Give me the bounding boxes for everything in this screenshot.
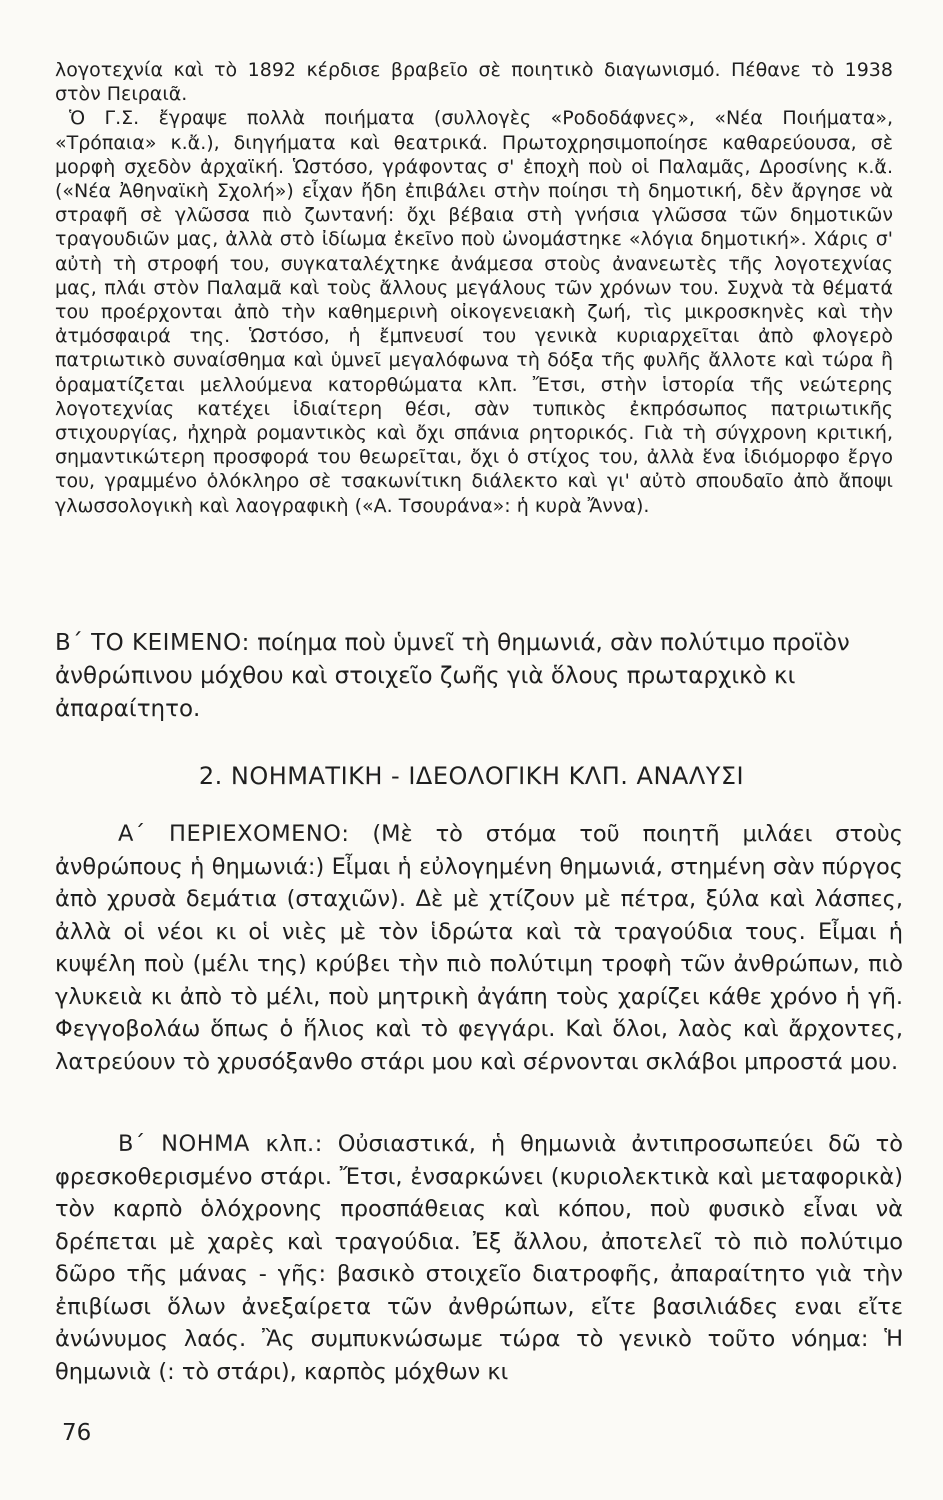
meaning-body: Οὐσιαστικά, ἡ θημωνιὰ ἀντιπροσωπεύει δῶ τὸ φρεσκοθερισμένο στάρι. Ἔτσι, ἐνσαρκώνει (κυριολεκτικὰ καὶ μεταφορικὰ) τὸν καρπὸ ὁλόχρονης προσπάθειας καὶ κόπου, ποὺ φυσικὸ εἶναι νὰ δρέπεται μὲ χαρὲς καὶ τραγούδια. Ἐξ ἄλλου, ἀποτελεῖ τὸ πιὸ πολύτιμο δῶρο τῆς μάνας - γῆς: βασικὸ στοιχεῖο διατροφῆς, ἀπαραίτητο γιὰ τὴν ἐπιβίωσι ὅλων ἀνεξαίρετα τῶν ἀνθρώπων, εἴτε βασιλιάδες εναι εἴτε ἀνώνυμος λαός. Ἂς συμπυκνώσωμε τώρα τὸ γενικὸ τοῦτο νόημα: Ἡ θημωνιὰ (: τὸ στάρι), καρπὸς μόχθων κι (55, 1131, 903, 1385)
section-heading: 2. ΝΟΗΜΑΤΙΚΗ - ΙΔΕΟΛΟΓΙΚΗ ΚΛΠ. ΑΝΑΛΥΣΙ (198, 762, 745, 790)
text-summary-body: ποίημα ποὺ ὑμνεῖ τὴ θημωνιά, σὰν πολύτιμο προϊὸν ἀνθρώπινου μόχθου καὶ στοιχεῖο ζωῆς γιὰ ὅλους πρωταρχικὸ κι ἀπαραίτητο. (55, 630, 850, 722)
author-biography (55, 58, 893, 518)
biography-paragraph-1: λογοτεχνία καὶ τὸ 1892 κέρδισε βραβεῖο σὲ ποιητικὸ διαγωνισμό. Πέθανε τὸ 1938 στὸν Πειραιᾶ. (55, 59, 893, 106)
content-label: Α΄ ΠΕΡΙΕΧΟΜΕΝΟ: (118, 821, 350, 847)
meaning-paragraph (55, 1128, 903, 1388)
content-paragraph (55, 818, 903, 1078)
meaning-label: Β΄ ΝΟΗΜΑ κλπ.: (118, 1131, 323, 1157)
text-summary-label: Β΄ ΤΟ ΚΕΙΜΕΝΟ: (55, 630, 250, 656)
content-body: (Μὲ τὸ στόμα τοῦ ποιητῆ μιλάει στοὺς ἀνθρώπους ἡ θημωνιά:) Εἶμαι ἡ εὐλογημένη θημωνιά, στημένη σὰν πύργος ἀπὸ χρυσὰ δεμάτια (σταχιῶν). Δὲ μὲ χτίζουν μὲ πέτρα, ξύλα καὶ λάσπες, ἀλλὰ οἱ νέοι κι οἱ νιὲς μὲ τὸν ἱδρώτα καὶ τὰ τραγούδια τους. Εἶμαι ἡ κυψέλη ποὺ (μέλι της) κρύβει τὴν πιὸ πολύτιμη τροφὴ τῶν ἀνθρώπων, πιὸ γλυκειὰ κι ἀπὸ τὸ μέλι, ποὺ μητρικὴ ἀγάπη τοὺς χαρίζει κάθε χρόνο ἡ γῆ. Φεγγοβολάω ὅπως ὁ ἥλιος καὶ τὸ φεγγάρι. Καὶ ὅλοι, λαὸς καὶ ἄρχοντες, λατρεύουν τὸ χρυσόξανθο στάρι μου καὶ σέρνονται σκλάβοι μπροστά μου. (55, 821, 903, 1075)
text-summary (55, 627, 893, 726)
page-number: 76 (62, 1420, 92, 1446)
biography-paragraph-2: Ὁ Γ.Σ. ἔγραψε πολλὰ ποιήματα (συλλογὲς «Ροδοδάφνες», «Νέα Ποιήματα», «Τρόπαια» κ.ἄ.), διηγήματα καὶ θεατρικά. Πρωτοχρησιμοποίησε καθαρεύουσα, σὲ μορφὴ σχεδὸν ἀρχαϊκή. Ὡστόσο, γράφοντας σ' ἐποχὴ ποὺ οἱ Παλαμᾶς, Δροσίνης κ.ἄ. («Νέα Ἀθηναϊκὴ Σχολή») εἶχαν ἤδη ἐπιβάλει στὴν ποίησι τὴ δημοτική, δὲν ἄργησε νὰ στραφῆ σὲ γλῶσσα πιὸ ζωντανή: ὄχι βέβαια στὴ γνήσια γλῶσσα τῶν δημοτικῶν τραγουδιῶν μας, ἀλλὰ στὸ ἰδίωμα ἐκεῖνο ποὺ ὠνομάστηκε «λόγια δημοτική». Χάρις σ' αὐτὴ τὴ στροφή του, συγκαταλέχτηκε ἀνάμεσα στοὺς ἀνανεωτὲς τῆς λογοτεχνίας μας, πλάι στὸν Παλαμᾶ καὶ τοὺς ἄλλους μεγάλους τῶν χρόνων του. Συχνὰ τὰ θέματά του προέρχονται ἀπὸ τὴν καθημερινὴ οἰκογενειακὴ ζωή, τὶς μικροσκηνὲς καὶ τὴν ἀτμόσφαιρά της. Ὡστόσο, ἡ ἔμπνευσί του γενικὰ κυριαρχεῖται ἀπὸ φλογερὸ πατριωτικὸ συναίσθημα καὶ ὑμνεῖ μεγαλόφωνα τὴ δόξα τῆς φυλῆς ἄλλοτε καὶ τώρα ἢ ὁραματίζεται μελλούμενα κατορθώματα κλπ. Ἔτσι, στὴν ἱστορία τῆς νεώτερης λογοτεχνίας κατέχει ἰδιαίτερη θέσι, σὰν τυπικὸς ἐκπρόσωπος πατριωτικῆς στιχουργίας, ἠχηρὰ ρομαντικὸς καὶ ὄχι σπάνια ρητορικός. Γιὰ τὴ σύγχρονη κριτική, σημαντικώτερη προσφορά του θεωρεῖται, ὄχι ὁ στίχος του, ἀλλὰ ἕνα ἰδιόμορφο ἔργο του, γραμμένο ὁλόκληρο σὲ τσακωνίτικη διάλεκτο καὶ γι' αὐτὸ σπουδαῖο ἀπὸ ἄποψι γλωσσολογικὴ καὶ λαογραφικὴ («Α. Τσουράνα»: ἡ κυρὰ Ἄννα). (55, 107, 893, 517)
